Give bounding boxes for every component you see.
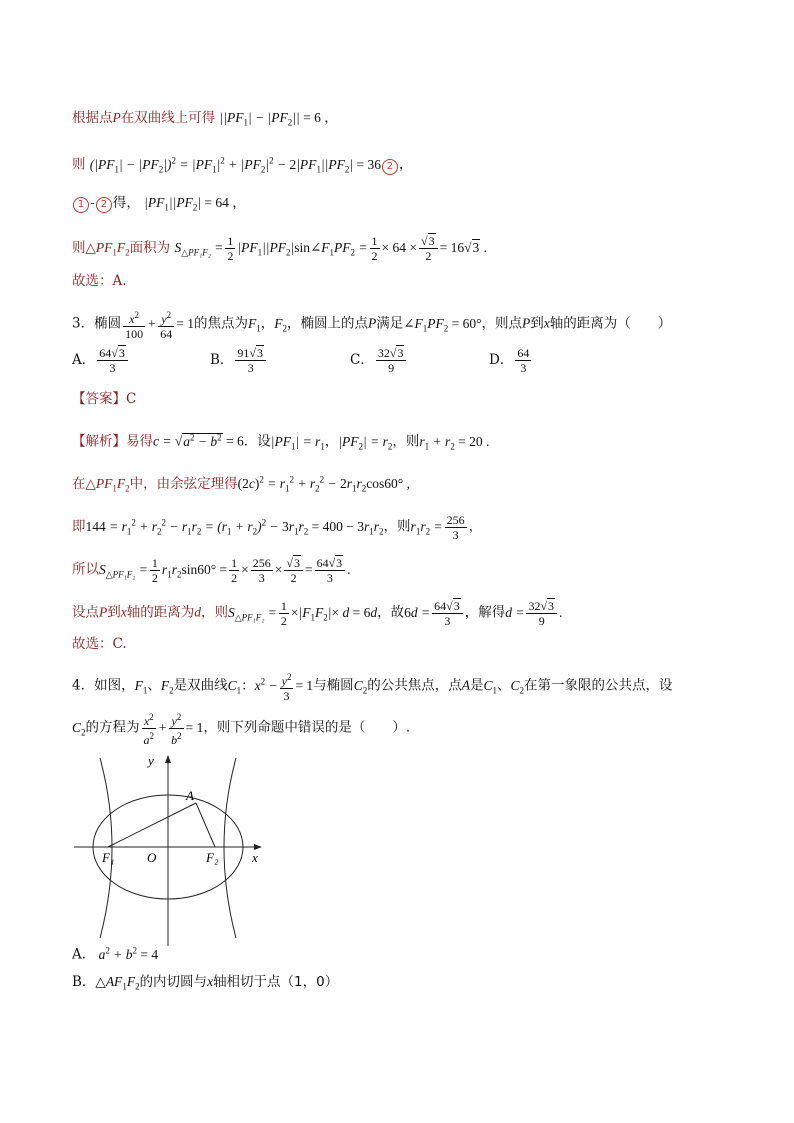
hyperbola-left-branch — [100, 758, 115, 938]
text: 椭圆 — [94, 315, 122, 332]
text: 即 — [72, 518, 86, 535]
equation: $(2c)^2 = r_1^2 + r_2^2 - 2r_1r_2\cos 60^\circ$ , — [237, 474, 410, 494]
analysis-line-6 — [72, 634, 127, 654]
question-number: 4． — [72, 677, 95, 694]
circled-two-mark: 2 — [96, 197, 112, 213]
text: ，则点 — [481, 315, 523, 332]
option-b[interactable]: B． $\frac{91√3}{3}$ — [210, 346, 268, 375]
equation: $||PF_1| - |PF_2|| = 6$ ， — [219, 110, 338, 128]
answer-value: A. — [112, 273, 127, 289]
segment-F2-A — [196, 803, 215, 847]
analysis-line-3: 即$144 = r_1^2 + r_2^2 - r_1r_2 = (r_1 + r_2)^2 - 3r_1r_2 = 400 - 3r_1r_2$，则$r_1r_2$ = $\frac{256}{3}$ ， — [72, 512, 483, 542]
text: 在双曲线上可得 — [120, 110, 216, 126]
focus-F1-label: F₁ — [102, 850, 115, 865]
text: 的公共焦点，点 — [367, 677, 462, 694]
question-4-option-b[interactable]: B．$\triangle AF_1F_2$的内切圆与x轴相切于点（1，0） — [72, 974, 339, 992]
text: 在第一象限的公共点，设 — [523, 677, 673, 694]
hyperbola-right-branch — [224, 758, 236, 938]
question-4-stem-1: 4．如图，$F_1$、$F_2$是双曲线$C_1$：$x^2$ − $\frac{y^2}{3}$ = 1与椭圆$C_2$的公共焦点，点A是$C_1$、$C_2$在第一象限的公共点，设 — [72, 672, 673, 703]
point-label: P — [112, 110, 121, 125]
analysis-line-4 — [72, 556, 351, 585]
text: 则$\triangle PF_1F_2$面积为 — [72, 239, 171, 258]
analysis-line-2 — [72, 469, 410, 498]
x-label: x — [252, 850, 258, 865]
text: 根据点 — [72, 110, 113, 126]
solution-line-4 — [72, 234, 487, 263]
text: ，椭圆上的点 — [286, 315, 368, 332]
question-4-option-a[interactable]: A． $a^2 + b^2 = 4$ — [72, 945, 159, 963]
solution-line-1 — [72, 108, 338, 133]
focus-F2-label: F₂ — [206, 850, 219, 865]
solution-line-5 — [72, 271, 127, 291]
text: ．设 — [243, 433, 271, 450]
segment-F1-A — [108, 803, 196, 847]
ellipse-hyperbola-figure — [72, 750, 272, 950]
option-c[interactable]: C． $\frac{32√3}{9}$ — [350, 346, 408, 375]
y-axis-arrow — [165, 755, 171, 763]
text: 得， — [112, 195, 140, 211]
text: 与椭圆 — [313, 677, 354, 694]
option-label: B． — [72, 974, 96, 990]
text: 所以 — [72, 561, 99, 578]
answer-value: C. — [112, 636, 127, 652]
option-label: A． — [72, 946, 96, 963]
analysis-tag: 【解析】 — [72, 433, 126, 450]
question-3-answer — [72, 389, 136, 409]
analysis-line-5: 设点P到x轴的距离为d，则$S_{\triangle PF_1F_2}$ = $\frac{1}{2}$ $\times|F_1F_2|\times d = 6d$，故6d = $\frac{64√3}{3}$ ，解得d = $\frac{32√3}{9}$ . — [72, 599, 563, 628]
text: 则 — [72, 156, 86, 173]
text: 是 — [469, 677, 484, 694]
text: 满足 — [376, 315, 404, 332]
answer-label: 故选： — [72, 273, 113, 289]
point-A-label: A — [186, 788, 194, 803]
ellipse-equation: $\frac{x^2}{100}$ + $\frac{y^2}{64}$ = 1 — [125, 310, 194, 341]
equation: $144 = r_1^2 + r_2^2 - r_1r_2 = (r_1 + r_2)^2 - 3r_1r_2 = 400 - 3r_1r_2$ — [85, 517, 384, 537]
equation: $S_{\triangle PF_1F_2}$ = $\frac{1}{2}$ $\times|F_1F_2|\times d = 6d$ — [228, 599, 378, 628]
text: ，则下列命题中错误的是（ ）. — [203, 719, 411, 736]
equation: $(|PF_1| - |PF_2|)^2 = |PF_1|^2 + |PF_2|^2 - 2|PF_1||PF_2| = 36$ — [89, 155, 381, 175]
answer-value: C — [126, 391, 137, 407]
solution-line-3: 1 - 2 得， $|PF_1||PF_2| = 64$ ， — [72, 193, 246, 218]
equation: $S_{\triangle PF_1F_2}$ = $\frac{1}{2}$ $r_1r_2\sin 60^\circ$ = $\frac{1}{2}$ × $\frac{256}{3}$ × $\frac{√3}{2}$ = $\frac{64√3}{3}$ . — [99, 556, 351, 585]
text: 在$\triangle PF_1F_2$中，由余弦定理得 — [72, 475, 238, 494]
question-3-stem: 3．椭圆 $\frac{x^2}{100}$ + $\frac{y^2}{64}$ = 1的焦点为$F_1$，$F_2$，椭圆上的点P满足$\angle F_1PF_2 = 60^\circ$，则点P到x轴的距离为（ ） — [72, 310, 672, 341]
text: 的方程为 — [85, 719, 140, 736]
text: 易得 — [126, 433, 153, 450]
circled-one-mark: 1 — [73, 197, 89, 213]
y-label: y — [148, 753, 154, 768]
text: 轴的距离为（ ） — [549, 315, 672, 332]
equation: $|PF_1||PF_2| = 64$ ， — [144, 195, 246, 213]
text: 如图， — [94, 677, 135, 694]
circled-two-mark: 2 — [382, 159, 398, 175]
option-a[interactable]: A． $\frac{64√3}{3}$ — [72, 346, 130, 375]
option-d[interactable]: D． $\frac{64}{3}$ — [489, 346, 530, 375]
answer-tag: 【答案】 — [72, 391, 126, 407]
text: 是双曲线 — [173, 677, 228, 694]
text: 到 — [530, 315, 544, 332]
origin-label: O — [147, 850, 157, 865]
analysis-line-1: 【解析】易得$c = √a^2 - b^2 = 6$．设$|PF_1| = r_1$，$|PF_2| = r_2$，则$r_1 + r_2 = 20$ . — [72, 432, 490, 452]
question-4-stem-2: $C_2$的方程为 $\frac{x^2}{a^2}$ + $\frac{y^2}{b^2}$ = 1，则下列命题中错误的是（ ）. — [72, 712, 411, 747]
answer-label: 故选： — [72, 636, 113, 652]
equation: $S_{\triangle PF_1F_2}$ = $\frac{1}{2}$ $|PF_1||PF_2|\sin\angle F_1PF_2$ = $\frac{1}{2}$ × 64 × $\frac{√3}{2}$ = 16√3 . — [174, 234, 488, 263]
solution-line-2: 则 $(|PF_1| - |PF_2|)^2 = |PF_1|^2 + |PF_2|^2 - 2|PF_1||PF_2| = 36$ 2 ， — [72, 155, 413, 175]
question-number: 3． — [72, 315, 95, 332]
equation: $c = √a^2 - b^2 = 6$ — [153, 432, 244, 449]
text: 的焦点为 — [193, 315, 248, 332]
